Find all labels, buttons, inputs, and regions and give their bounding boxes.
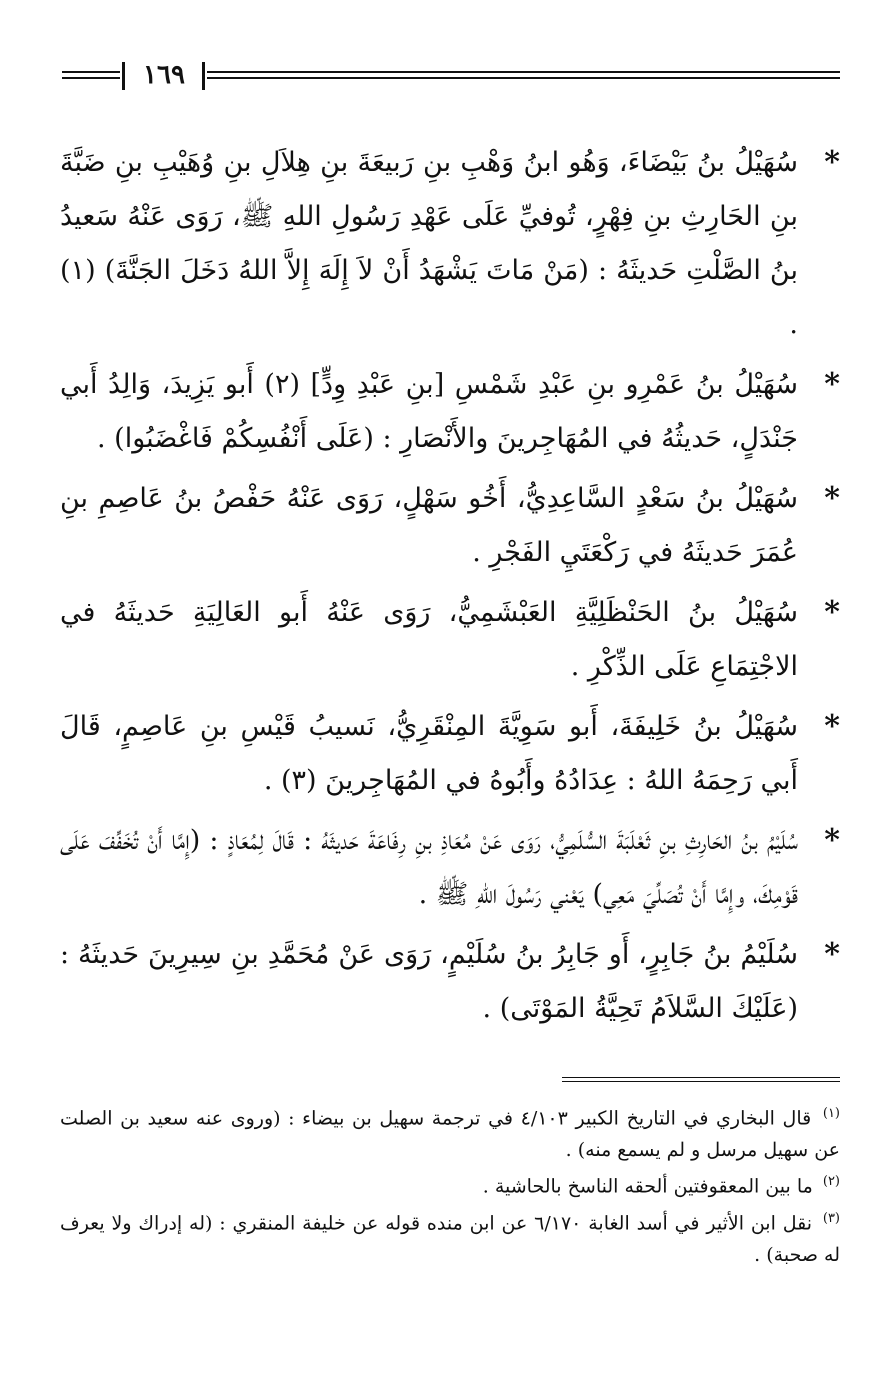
entry <box>60 472 840 580</box>
page-number: ١٦٩ <box>143 60 185 90</box>
footnote-number: (٣) <box>822 1210 840 1226</box>
footnote <box>60 1166 840 1202</box>
footnote-number: (٢) <box>822 1174 840 1190</box>
entry <box>60 814 840 922</box>
entry-marker: * <box>824 145 840 180</box>
entry-marker: * <box>824 367 840 402</box>
entry <box>60 136 840 352</box>
entry-marker: * <box>824 937 840 972</box>
footnote <box>60 1098 840 1166</box>
entry <box>60 928 840 1036</box>
footnote-separator <box>562 1077 840 1082</box>
entry <box>60 358 840 466</box>
entry-list <box>60 136 840 1042</box>
footnote <box>60 1203 840 1271</box>
footnote-list <box>60 1098 840 1271</box>
entry-text: سُهَيْلُ بنُ الحَنْظَلِيَّةِ العَبْشَمِيُّ، رَوَى عَنْهُ أَبو العَالِيَةِ حَديثَهُ في الاجْتِمَاعِ عَلَى الذِّكْرِ . <box>60 597 798 682</box>
header-divider-left <box>122 62 125 90</box>
entry-text: سُلَيْمُ بنُ الحَارِثِ بنِ ثَعْلَبَةَ السُّلَمِيُّ، رَوَى عَنْ مُعَاذِ بنِ رِفَاعَةَ حَديثَهُ : قَالَ لِمُعَاذٍ : (إِمَّا أَنْ تُخَفِّفَ عَلَى قَوْمِكَ، وإِمَّا أَنْ تُصَلِّيَ مَعِي) يَعْني رَسُولَ اللهِ ﷺ . <box>60 825 798 910</box>
entry-text: سُهَيْلُ بنُ سَعْدٍ السَّاعِدِيُّ، أَخُو سَهْلٍ، رَوَى عَنْهُ حَفْصُ بنُ عَاصِمِ بنِ عُمَرَ حَديثَهُ في رَكْعَتَيِ الفَجْرِ . <box>60 483 798 568</box>
entry-text: سُلَيْمُ بنُ جَابِرٍ، أَو جَابِرُ بنُ سُلَيْمٍ، رَوَى عَنْ مُحَمَّدِ بنِ سِيرِينَ حَديثَهُ : (عَلَيْكَ السَّلاَمُ تَحِيَّةُ المَوْتَى) . <box>60 939 798 1024</box>
footnote-number: (١) <box>822 1106 840 1121</box>
entry <box>60 586 840 694</box>
entry-marker: * <box>824 481 840 516</box>
entry <box>60 700 840 808</box>
entry-marker: * <box>824 595 840 630</box>
footnote-text: نقل ابن الأثير في أسد الغابة ٦/١٧٠ عن ابن منده قوله عن خليفة المنقري : (له إدراك ولا يعرف له صحبة) . <box>60 1211 840 1266</box>
header-divider-right <box>202 62 205 90</box>
header-rule-left <box>62 71 120 79</box>
entry-text: سُهَيْلُ بنُ خَلِيفَةَ، أَبو سَوِيَّةَ المِنْقَرِيُّ، نَسيبُ قَيْسِ بنِ عَاصِمٍ، قَالَ أَبي رَحِمَهُ اللهُ : عِدَادُهُ وأَبُوهُ في المُهَاجِرينَ (٣) . <box>60 711 798 796</box>
entry-text: سُهَيْلُ بنُ عَمْرِو بنِ عَبْدِ شَمْسِ [بنِ عَبْدِ وِدٍّ] (٢) أَبو يَزِيدَ، وَالِدُ أَبي جَنْدَلٍ، حَديثُهُ في المُهَاجِرينَ والأَنْصَارِ : (عَلَى أَنْفُسِكُمْ فَاغْضَبُوا) . <box>60 369 798 454</box>
entry-marker: * <box>824 709 840 744</box>
entry-text: سُهَيْلُ بنُ بَيْضَاءَ، وَهُو ابنُ وَهْبِ بنِ رَبيعَةَ بنِ هِلاَلِ بنِ وُهَيْبِ بنِ ضَبَّةَ بنِ الحَارِثِ بنِ فِهْرٍ، تُوفيِّ عَلَى عَهْدِ رَسُولِ اللهِ ﷺ، رَوَى عَنْهُ سَعيدُ بنُ الصَّلْتِ حَديثَهُ : (مَنْ مَاتَ يَشْهَدُ أَنْ لاَ إِلَهَ إِلاَّ اللهُ دَخَلَ الجَنَّةَ) (١) . <box>60 147 798 340</box>
footnote-text: ما بين المعقوفتين ألحقه الناسخ بالحاشية . <box>482 1175 813 1198</box>
entry-marker: * <box>824 823 840 858</box>
footnote-text: قال البخاري في التاريخ الكبير ٤/١٠٣ في ترجمة سهيل بن بيضاء : (وروى عنه سعيد بن الصلت عن سهيل مرسل و لم يسمع منه) . <box>60 1107 840 1162</box>
page-header <box>62 62 840 92</box>
header-rule-right <box>207 71 840 79</box>
